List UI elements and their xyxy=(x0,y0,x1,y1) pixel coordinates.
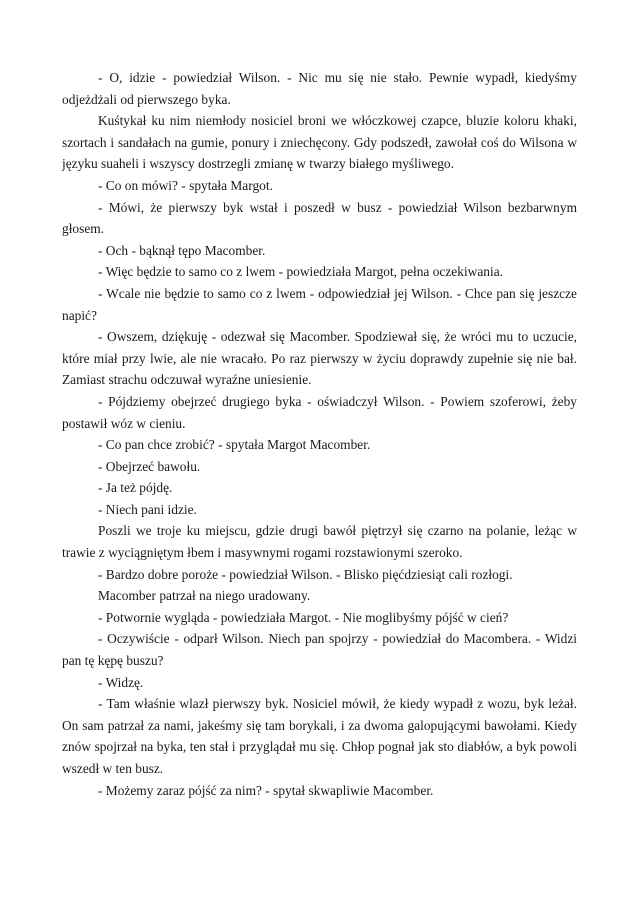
paragraph-9: - Pójdziemy obejrzeć drugiego byka - oświadczył Wilson. - Powiem szoferowi, żeby postawił wóz w cieniu. xyxy=(62,393,577,431)
document-page xyxy=(62,67,577,801)
paragraph-18: - Oczywiście - odparł Wilson. Niech pan spojrzy - powiedział do Macombera. - Widzi pan tę kępę buszu? xyxy=(62,631,577,669)
paragraph-10: - Co pan chce zrobić? - spytała Margot Macomber. xyxy=(98,437,371,453)
paragraph-2: Kuśtykał ku nim niemłody nosiciel broni we włóczkowej czapce, bluzie koloru khaki, szortach i sandałach na gumie, ponury i zniechęcony. Gdy podszedł, zawołał coś do Wilsona w języku suaheli i wszyscy dostrzegli zmianę w twarzy białego myśliwego. xyxy=(62,113,577,172)
paragraph-20: - Tam właśnie wlazł pierwszy byk. Nosiciel mówił, że kiedy wypadł z wozu, byk leżał. On sam patrzał za nami, jakeśmy się tam borykali, i za dwoma galopującymi bawołami. Kiedy znów spojrzał na byka, ten stał i przyglądał mu się. Chłop pognał jak sto diabłów, a byk powoli wszedł w ten busz. xyxy=(62,696,577,776)
paragraph-13: - Niech pani idzie. xyxy=(98,501,197,517)
paragraph-6: - Więc będzie to samo co z lwem - powiedziała Margot, pełna oczekiwania. xyxy=(98,264,503,280)
paragraph-12: - Ja też pójdę. xyxy=(98,480,173,496)
paragraph-3: - Co on mówi? - spytała Margot. xyxy=(98,177,273,193)
paragraph-17: - Potwornie wygląda - powiedziała Margot. - Nie moglibyśmy pójść w cień? xyxy=(98,609,509,625)
paragraph-8: - Owszem, dziękuję - odezwał się Macomber. Spodziewał się, że wróci mu to uczucie, które miał przy lwie, ale nie wracało. Po raz pierwszy w życiu doprawdy zupełnie się nie bał. Zamiast strachu odczuwał wyraźne uniesienie. xyxy=(62,329,577,388)
paragraph-7: - Wcale nie będzie to samo co z lwem - odpowiedział jej Wilson. - Chce pan się jeszcze napić? xyxy=(62,285,577,323)
paragraph-11: - Obejrzeć bawołu. xyxy=(98,458,201,474)
paragraph-21: - Możemy zaraz pójść za nim? - spytał skwapliwie Macomber. xyxy=(98,782,434,798)
paragraph-14: Poszli we troje ku miejscu, gdzie drugi bawół piętrzył się czarno na polanie, leżąc w trawie z wyciągniętym łbem i masywnymi rogami rozstawionymi szeroko. xyxy=(62,523,577,561)
paragraph-4: - Mówi, że pierwszy byk wstał i poszedł w busz - powiedział Wilson bezbarwnym głosem. xyxy=(62,199,577,237)
paragraph-19: - Widzę. xyxy=(98,674,144,690)
paragraph-16: Macomber patrzał na niego uradowany. xyxy=(98,588,311,604)
paragraph-5: - Och - bąknął tępo Macomber. xyxy=(98,242,266,258)
paragraph-1: - O, idzie - powiedział Wilson. - Nic mu się nie stało. Pewnie wypadł, kiedyśmy odjeżdżali od pierwszego byka. xyxy=(62,70,577,107)
paragraph-15: - Bardzo dobre poroże - powiedział Wilson. - Blisko pięćdziesiąt cali rozłogi. xyxy=(98,566,513,582)
